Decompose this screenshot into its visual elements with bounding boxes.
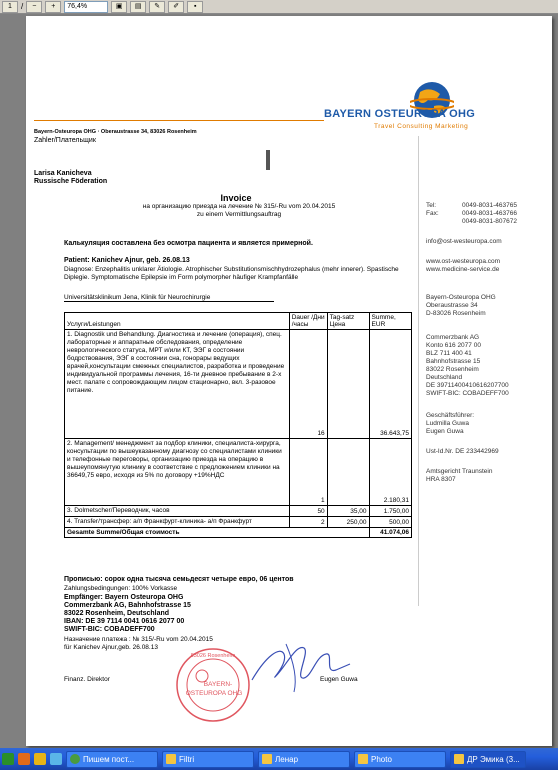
- chrome-icon: [70, 754, 80, 764]
- bank-line-5: 83022 Rosenheim: [426, 366, 479, 373]
- signatory-title: Finanz. Direktor: [64, 676, 110, 683]
- bank-line-3: BLZ 711 400 41: [426, 350, 472, 357]
- bank-recipient: Empfänger: Bayern Osteuropa OHG: [64, 594, 184, 601]
- page-number-field[interactable]: 1: [2, 1, 18, 13]
- taskbar-item-filtri[interactable]: [162, 751, 254, 768]
- bank-iban: IBAN: DE 39 7114 0041 0616 2077 00: [64, 618, 185, 625]
- table-header-row: [65, 313, 412, 330]
- fax-number-1: 0049-8031-463766: [462, 210, 517, 217]
- row-description: 2. Management/ менеджмент за подбор клиники, специалиста-хирурга, консультации по вышеуказанному диагнозу со специалистами клиники и телефонные переговоры, организацию приезда на операцию в вышеупомянутую клинику в соответствие с предложением клиники на 36649,75 евро, исходя из 5% по договору +19%НДС: [65, 439, 290, 506]
- taskbar-item-label: ДР Эмика (3...: [467, 754, 520, 764]
- company-logo-text: BAYERN OSTEUROPA OHG: [324, 108, 476, 120]
- taskbar-item-lenar[interactable]: [258, 751, 350, 768]
- recipient-name: Larisa Kanicheva: [34, 170, 92, 177]
- invoice-table: [64, 312, 412, 538]
- print-icon[interactable]: ▤: [130, 1, 146, 13]
- contact-email: info@ost-westeuropa.com: [426, 238, 502, 245]
- bank-line-2: Konto 616 2077 00: [426, 342, 481, 349]
- row-sum: 500,00: [369, 517, 411, 528]
- handwritten-signature-icon: [246, 636, 356, 696]
- address-line-3: D-83026 Rosenheim: [426, 310, 486, 317]
- patient-line: Patient: Kanichev Ajnur, geb. 26.08.13: [64, 257, 190, 264]
- taskbar-item-label: Пишем пост...: [83, 754, 135, 764]
- row-rate: [327, 439, 369, 506]
- invoice-line-1: на организацию приезда на лечение № 315/-Ru vom 20.04.2015: [142, 203, 336, 210]
- total-sum: 41.074,06: [369, 528, 411, 538]
- row-description: 4. Transfer/трансфер: а/п Франкфурт-клиника- а/п Франкфурт: [65, 517, 290, 528]
- stamp-center-2: OSTEUROPA OHG: [185, 690, 243, 697]
- table-row: [65, 330, 412, 439]
- row-duration: 50: [289, 506, 327, 517]
- header-services: Услуги/Leistungen: [65, 313, 290, 330]
- tel-label: Tel:: [426, 202, 437, 209]
- manager-1: Ludmilla Guwa: [426, 420, 469, 427]
- payment-terms: Zahlungsbedingungen: 100% Vorkasse: [64, 585, 178, 592]
- taskbar-item-label: Ленар: [275, 754, 299, 764]
- row-description: 1. Diagnostik und Behandlung. Диагностика и лечение (операция), спец. лабораторные и аппаратные обследования, определение неврологического статуса, МРТ и/или КТ, ЭЭГ в состоянии бодрствования, ЭЭГ в состоянии сна, гонорары ведущих врачей,консультации смежных специалистов, разработка и проведение индивидуальной программы лечения, 16-ти дневное пребывание в 2-х мест. палате с сопровождающим лицом стационарно, вкл. 3-разовое питание.: [65, 330, 290, 439]
- zoom-level-field[interactable]: 76,4%: [64, 1, 108, 13]
- sender-line: Bayern-Osteuropa OHG · Oberaustrasse 34, 83026 Rosenheim: [34, 129, 197, 135]
- row-rate: 250,00: [327, 517, 369, 528]
- row-rate: [327, 330, 369, 439]
- comment-icon[interactable]: ✎: [149, 1, 165, 13]
- header-duration: Dauer /Дни /часы: [289, 313, 327, 330]
- bank-line-4: Bahnhofstrasse 15: [426, 358, 481, 365]
- contact-web-2: www.medicine-service.de: [426, 266, 500, 273]
- folder-icon: [262, 754, 272, 764]
- bank-line-8: SWIFT-BIC: COBADEFF700: [426, 390, 509, 397]
- column-divider: [418, 136, 419, 606]
- bank-city: 83022 Rosenheim, Deutschland: [64, 610, 170, 617]
- row-sum: 1.750,00: [369, 506, 411, 517]
- taskbar-item-dr-emika[interactable]: [450, 751, 526, 768]
- calculation-note: Калькуляция составлена без осмотра пациента и является примерной.: [64, 240, 313, 247]
- recipient-country: Russische Föderation: [34, 178, 108, 185]
- row-rate: 35,00: [327, 506, 369, 517]
- company-stamp-icon: [174, 646, 252, 724]
- vat-id: Ust-Id.Nr. DE 233442969: [426, 448, 499, 455]
- stamp-top-text: 83026 Rosenheim: [190, 653, 236, 659]
- save-icon[interactable]: ▣: [111, 1, 127, 13]
- clinic-line: Universitätsklinikum Jena, Klinik für Neurochirurgie: [64, 294, 274, 302]
- bank-swift: SWIFT-BIC: COBADEFF700: [64, 626, 155, 633]
- fax-label: Fax:: [426, 210, 439, 217]
- payment-purpose-2: für Kanichev Ajnur,geb. 26.08.13: [64, 644, 158, 651]
- table-row: [65, 517, 412, 528]
- address-line-2: Oberaustrasse 34: [426, 302, 478, 309]
- signatory-name: Eugen Guwa: [320, 676, 358, 683]
- quicklaunch-folder-icon[interactable]: [34, 753, 46, 765]
- row-description: 3. Dolmetscher/Переводчик, часов: [65, 506, 290, 517]
- total-row: [65, 528, 412, 538]
- company-tagline: Travel Consulting Marketing: [374, 123, 469, 130]
- table-row: [65, 506, 412, 517]
- managers-label: Geschäftsführer:: [426, 412, 475, 419]
- bank-line-7: DE 39711400410616207700: [426, 382, 509, 389]
- zoom-out-button[interactable]: −: [26, 1, 42, 13]
- row-duration: 2: [289, 517, 327, 528]
- taskbar-item-label: Photo: [371, 754, 392, 764]
- bank-line-1: Commerzbank AG: [426, 334, 480, 341]
- address-line-1: Bayern-Osteuropa OHG: [426, 294, 496, 301]
- viewer-toolbar: [0, 0, 558, 14]
- payment-purpose-1: Назначение платежа : № 315/-Ru vom 20.04.2015: [64, 636, 213, 643]
- court-line-2: HRA 8307: [426, 476, 456, 483]
- bank-name: Commerzbank AG, Bahnhofstrasse 15: [64, 602, 191, 609]
- document-page: [26, 16, 552, 746]
- quicklaunch-app-icon[interactable]: [50, 753, 62, 765]
- folder-icon: [454, 754, 464, 764]
- attach-icon[interactable]: ▪: [187, 1, 203, 13]
- stamp-center-1: BAYERN-: [203, 681, 233, 688]
- taskbar-item-label: Filtri: [179, 754, 195, 764]
- amount-in-words: Прописью: сорок одна тысяча семьдесят четыре евро, 06 центов: [64, 576, 294, 583]
- taskbar-item-photo[interactable]: [354, 751, 446, 768]
- contact-web-1: www.ost-westeuropa.com: [426, 258, 501, 265]
- row-duration: 16: [289, 330, 327, 439]
- invoice-line-2: zu einem Vermittlungsauftrag: [196, 211, 282, 218]
- row-sum: 2.180,31: [369, 439, 411, 506]
- payer-label: Zahler/Плательщик: [34, 137, 96, 144]
- court-line-1: Amtsgericht Traunstein: [426, 468, 493, 475]
- diagnosis-text: Diagnose: Enzephalitis unklarer Ätiologie. Atrophischer Substitutionsmischhydrozephalus (mehr innerer). Spastische Diplegie. Symptomatische Epilepsie im Form polymorpher häufiger Krampfanfälle: [64, 266, 399, 281]
- fax-number-2: 0049-8031-807672: [462, 218, 517, 225]
- taskbar-item-chrome[interactable]: [66, 751, 158, 768]
- row-duration: 1: [289, 439, 327, 506]
- scan-mark: [266, 150, 270, 170]
- header-rate: Tag-satz Цена: [327, 313, 369, 330]
- total-label: Gesamte Summe/Общая стоимость: [65, 528, 370, 538]
- folder-icon: [166, 754, 176, 764]
- table-row: [65, 439, 412, 506]
- row-sum: 36.643,75: [369, 330, 411, 439]
- bank-line-6: Deutschland: [426, 374, 463, 381]
- header-rule: [34, 120, 324, 121]
- quicklaunch-firefox-icon[interactable]: [18, 753, 30, 765]
- sign-icon[interactable]: ✐: [168, 1, 184, 13]
- tel-number: 0049-8031-463765: [462, 202, 517, 209]
- invoice-title: Invoice: [220, 193, 252, 203]
- folder-icon: [358, 754, 368, 764]
- manager-2: Eugen Guwa: [426, 428, 464, 435]
- zoom-in-button[interactable]: +: [45, 1, 61, 13]
- header-sum: Summe, EUR: [369, 313, 411, 330]
- windows-taskbar: [0, 748, 558, 770]
- start-icon[interactable]: [2, 753, 14, 765]
- page-separator: /: [21, 2, 24, 11]
